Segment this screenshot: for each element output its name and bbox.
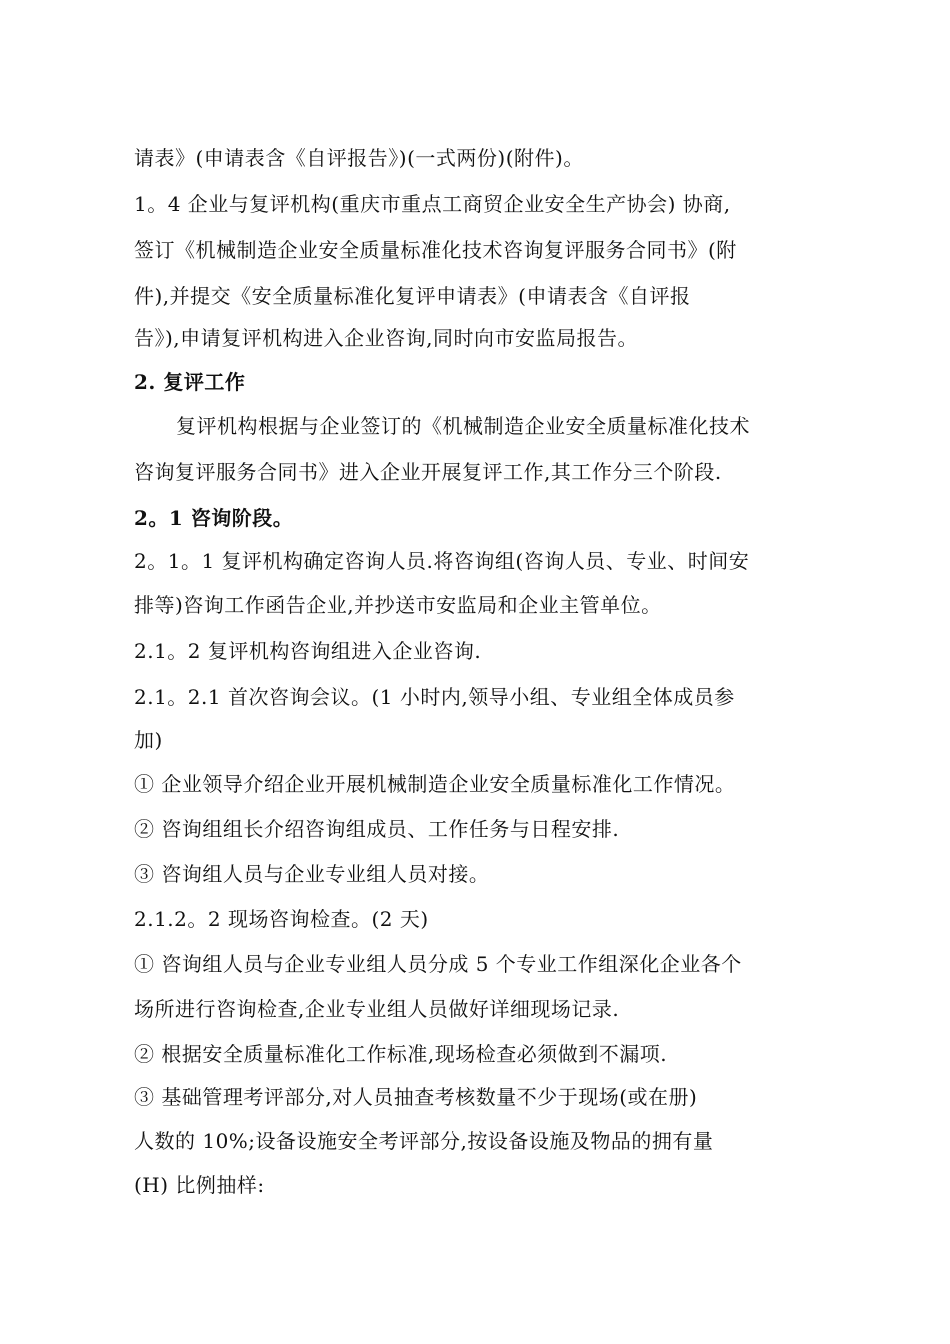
section-heading-2-1: 2。1 咨询阶段。 [134, 506, 294, 530]
text-line-14: 加) [134, 728, 163, 752]
text-line-24: (H) 比例抽样: [134, 1173, 265, 1197]
text-line-8: 咨询复评服务合同书》进入企业开展复评工作,其工作分三个阶段. [134, 460, 722, 484]
text-line-2: 1。4 企业与复评机构(重庆市重点工商贸企业安全生产协会) 协商, [134, 192, 731, 216]
text-line-23: 人数的 10%;设备设施安全考评部分,按设备设施及物品的拥有量 [134, 1129, 714, 1153]
text-line-11: 排等)咨询工作函告企业,并抄送市安监局和企业主管单位。 [134, 593, 662, 617]
text-line-18: 2.1.2。2 现场咨询检查。(2 天) [134, 907, 429, 931]
text-line-16: ② 咨询组组长介绍咨询组成员、工作任务与日程安排. [134, 817, 620, 841]
text-line-19: ① 咨询组人员与企业专业组人员分成 5 个专业工作组深化企业各个 [134, 952, 742, 976]
text-line-20: 场所进行咨询检查,企业专业组人员做好详细现场记录. [134, 997, 620, 1021]
text-line-4: 件),并提交《安全质量标准化复评申请表》(申请表含《自评报 [134, 284, 691, 308]
text-line-7: 复评机构根据与企业签订的《机械制造企业安全质量标准化技术 [176, 414, 750, 438]
text-line-21: ② 根据安全质量标准化工作标准,现场检查必须做到不漏项. [134, 1042, 668, 1066]
text-line-1: 请表》(申请表含《自评报告》)(一式两份)(附件)。 [134, 146, 584, 170]
text-line-15: ① 企业领导介绍企业开展机械制造企业安全质量标准化工作情况。 [134, 772, 736, 796]
text-line-13: 2.1。2.1 首次咨询会议。(1 小时内,领导小组、专业组全体成员参 [134, 685, 735, 709]
text-line-3: 签订《机械制造企业安全质量标准化技术咨询复评服务合同书》(附 [134, 238, 737, 262]
text-line-10: 2。1。1 复评机构确定咨询人员.将咨询组(咨询人员、专业、时间安 [134, 549, 750, 573]
text-line-17: ③ 咨询组人员与企业专业组人员对接。 [134, 862, 490, 886]
section-heading-2: 2. 复评工作 [134, 370, 246, 394]
text-line-5: 告》),申请复评机构进入企业咨询,同时向市安监局报告。 [134, 326, 639, 350]
text-line-22: ③ 基础管理考评部分,对人员抽查考核数量不少于现场(或在册) [134, 1085, 698, 1109]
text-line-12: 2.1。2 复评机构咨询组进入企业咨询. [134, 639, 482, 663]
